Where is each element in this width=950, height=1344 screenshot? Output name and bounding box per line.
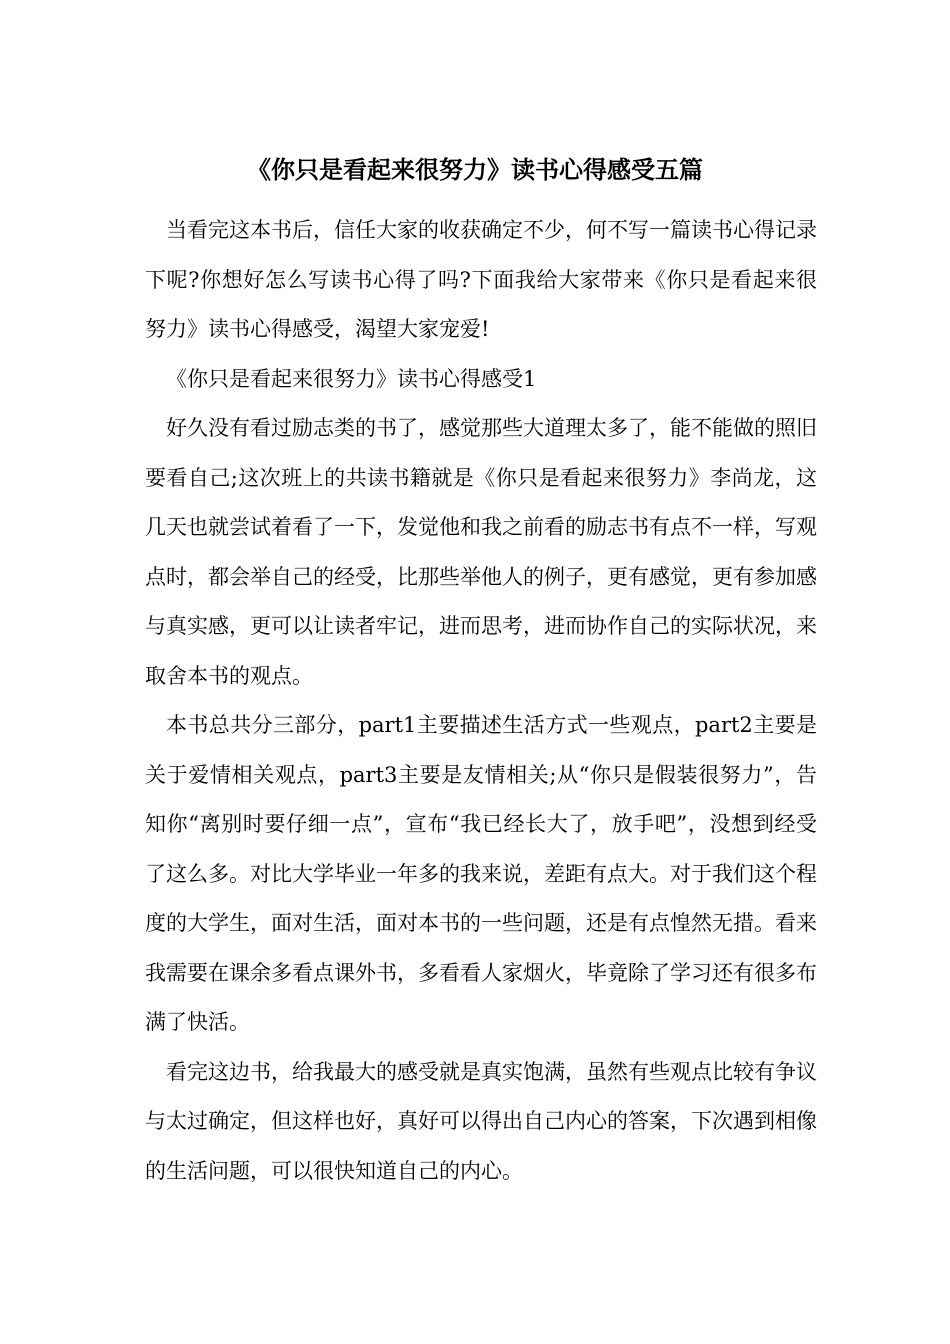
section-heading: 《你只是看起来很努力》读书心得感受1 (166, 366, 537, 391)
body-paragraph: 本书总共分三部分，part1主要描述生活方式一些观点，part2主要是关于爱情相关观点，part3主要是友情相关;从“你只是假装很努力”，告知你“离别时要仔细一点”，宣布“我已经长大了，放手吧”，没想到经受了这么多。对比大学毕业一年多的我来说，差距有点大。对于我们这个程度的大学生，面对生活，面对本书的一些问题，还是有点惶然无措。看来我需要在课余多看点课外书，多看看人家烟火，毕竟除了学习还有很多布满了快活。 (145, 713, 817, 1034)
body-paragraph: 好久没有看过励志类的书了，感觉那些大道理太多了，能不能做的照旧要看自己;这次班上的共读书籍就是《你只是看起来很努力》李尚龙，这几天也就尝试着看了一下，发觉他和我之前看的励志书有点不一样，写观点时，都会举自己的经受，比那些举他人的例子，更有感觉，更有参加感与真实感，更可以让读者牢记，进而思考，进而协作自己的实际状况，来取舍本书的观点。 (145, 416, 817, 688)
document-body (145, 206, 817, 1196)
intro-paragraph: 当看完这本书后，信任大家的收获确定不少，何不写一篇读书心得记录下呢?你想好怎么写读书心得了吗?下面我给大家带来《你只是看起来很努力》读书心得感受，渴望大家宠爱! (145, 218, 817, 341)
body-paragraph: 看完这边书，给我最大的感受就是真实饱满，虽然有些观点比较有争议与太过确定，但这样也好，真好可以得出自己内心的答案，下次遇到相像的生活问题，可以很快知道自己的内心。 (145, 1059, 817, 1183)
document-title: 《你只是看起来很努力》读书心得感受五篇 (247, 156, 703, 184)
